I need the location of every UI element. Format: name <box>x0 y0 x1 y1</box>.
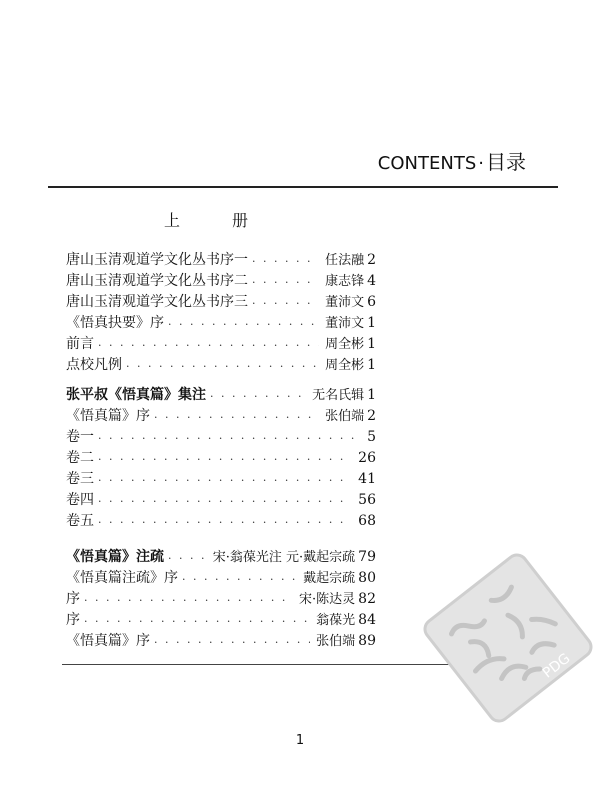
toc-entry[interactable] <box>66 271 376 292</box>
header-rule <box>48 186 558 188</box>
entry-author: 无名氏辑 <box>312 388 365 403</box>
entry-page: 84 <box>358 612 376 628</box>
entry-title: 前言 <box>66 336 94 352</box>
toc-entry[interactable] <box>66 610 376 631</box>
entry-page: 1 <box>367 315 376 331</box>
entry-author: 翁葆光 <box>316 613 356 628</box>
toc-entry[interactable] <box>66 292 376 313</box>
toc-entry[interactable] <box>66 385 376 406</box>
entry-author: 周全彬 <box>325 337 365 352</box>
entry-page: 41 <box>358 471 376 487</box>
toc-entry[interactable] <box>66 313 376 334</box>
section-rule <box>62 664 472 665</box>
entry-title: 《悟真篇注疏》序 <box>66 570 178 586</box>
entry-page: 56 <box>358 492 376 508</box>
entry-page: 89 <box>358 633 376 649</box>
header-separator: · <box>478 153 484 174</box>
leader-dots <box>98 337 319 355</box>
leader-dots <box>84 592 293 610</box>
entry-page: 2 <box>367 252 376 268</box>
entry-author: 董沛文 <box>325 295 365 310</box>
leader-dots <box>98 493 349 511</box>
entry-author: 周全彬 <box>325 358 365 373</box>
contents-cn-label: 目录 <box>486 150 526 174</box>
toc-entry[interactable] <box>66 334 376 355</box>
toc-entry[interactable] <box>66 427 376 448</box>
entry-author: 董沛文 <box>325 316 365 331</box>
contents-en-label: CONTENTS <box>377 153 477 174</box>
toc-entry[interactable] <box>66 547 376 568</box>
entry-title: 卷一 <box>66 429 94 445</box>
entry-title: 《悟真篇》序 <box>66 633 150 649</box>
leader-dots <box>84 613 310 631</box>
toc-entry[interactable] <box>66 568 376 589</box>
entry-title: 序 <box>66 612 80 628</box>
entry-page: 2 <box>367 408 376 424</box>
leader-dots <box>252 253 319 271</box>
leader-dots <box>168 316 319 334</box>
entry-author: 康志锋 <box>325 274 365 289</box>
toc-entry[interactable] <box>66 250 376 271</box>
watermark-text: PDG <box>539 650 574 682</box>
toc-entry[interactable] <box>66 469 376 490</box>
entry-page: 4 <box>367 273 376 289</box>
entry-title: 点校凡例 <box>66 357 122 373</box>
entry-page: 1 <box>367 357 376 373</box>
entry-title: 卷五 <box>66 513 94 529</box>
entry-title: 《悟真篇》序 <box>66 408 150 424</box>
entry-page: 68 <box>358 513 376 529</box>
leader-dots <box>252 295 319 313</box>
entry-author: 宋·陈达灵 <box>299 592 356 607</box>
leader-dots <box>98 451 349 469</box>
leader-dots <box>154 409 319 427</box>
entry-page: 1 <box>367 336 376 352</box>
leader-dots <box>126 358 319 376</box>
leader-dots <box>210 388 306 406</box>
entry-author: 张伯端 <box>325 409 365 424</box>
library-seal-watermark <box>418 548 598 728</box>
entry-author: 任法融 <box>325 253 365 268</box>
entry-title: 序 <box>66 591 80 607</box>
leader-dots <box>98 430 358 448</box>
leader-dots <box>98 514 349 532</box>
toc-entry[interactable] <box>66 406 376 427</box>
entry-title: 卷四 <box>66 492 94 508</box>
toc-entry[interactable] <box>66 511 376 532</box>
toc-entry[interactable] <box>66 631 376 652</box>
entry-title: 唐山玉清观道学文化丛书序一 <box>66 252 248 268</box>
leader-dots <box>182 571 297 589</box>
contents-header <box>378 146 526 175</box>
volume-label: 上 册 <box>163 211 266 230</box>
entry-page: 5 <box>367 429 376 445</box>
leader-dots <box>98 472 349 490</box>
entry-title: 张平叔《悟真篇》集注 <box>66 387 206 403</box>
leader-dots <box>252 274 319 292</box>
entry-title: 唐山玉清观道学文化丛书序三 <box>66 294 248 310</box>
entry-page: 79 <box>358 549 376 565</box>
toc-entry[interactable] <box>66 490 376 511</box>
toc-section-jizhu <box>66 385 376 532</box>
entry-title: 唐山玉清观道学文化丛书序二 <box>66 273 248 289</box>
entry-title: 《悟真抉要》序 <box>66 315 164 331</box>
entry-page: 80 <box>358 570 376 586</box>
leader-dots <box>154 634 310 652</box>
toc-entry[interactable] <box>66 448 376 469</box>
leader-dots <box>168 550 207 568</box>
toc-entry[interactable] <box>66 589 376 610</box>
entry-title: 《悟真篇》注疏 <box>66 549 164 565</box>
entry-page: 6 <box>367 294 376 310</box>
toc-section-zhushu <box>66 547 376 652</box>
entry-page: 82 <box>358 591 376 607</box>
toc-entry[interactable] <box>66 355 376 376</box>
entry-title: 卷三 <box>66 471 94 487</box>
entry-author: 宋·翁葆光注 元·戴起宗疏 <box>212 550 356 565</box>
entry-author: 戴起宗疏 <box>303 571 356 586</box>
entry-author: 张伯端 <box>316 634 356 649</box>
entry-page: 26 <box>358 450 376 466</box>
entry-page: 1 <box>367 387 376 403</box>
page-number: 1 <box>295 733 305 748</box>
entry-title: 卷二 <box>66 450 94 466</box>
toc-section-prefaces <box>66 250 376 376</box>
